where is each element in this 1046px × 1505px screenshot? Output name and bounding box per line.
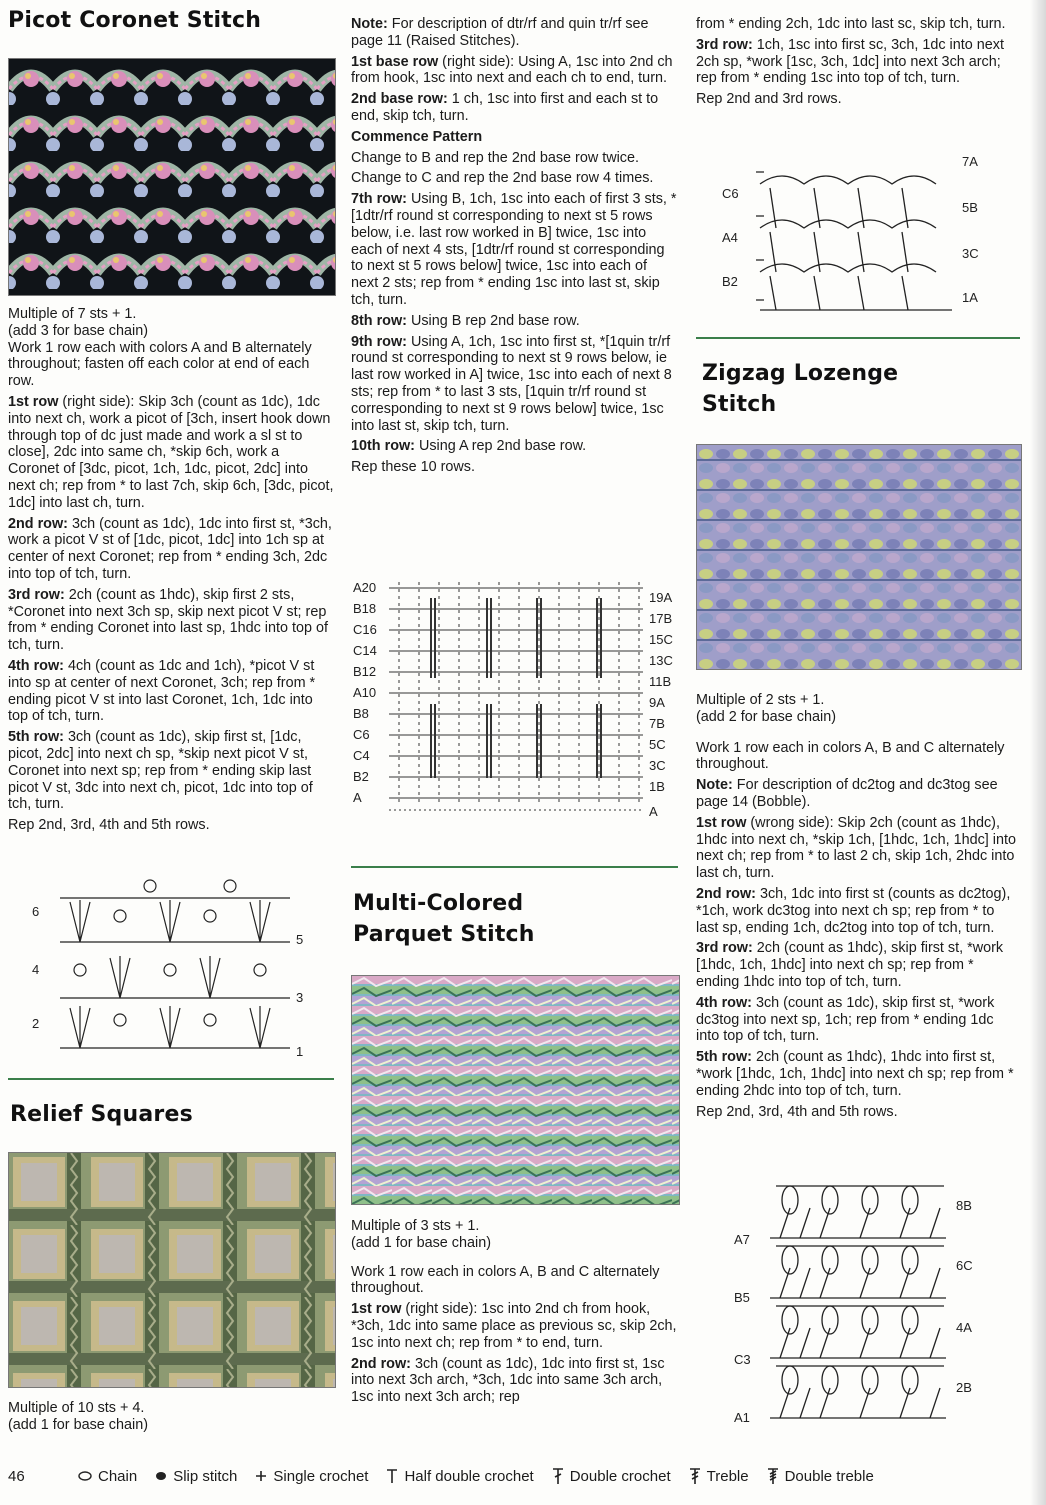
relief-base-row-2: 2nd base row: 1 ch, 1sc into first and each st to end, skip tch, turn. xyxy=(351,91,659,124)
zigzag-row-4: 4th row: 3ch (count as 1dc), skip first st, *work dc3tog into next sp, 1ch; rep from * ending 1dc into top of tch, turn. xyxy=(696,994,995,1045)
picot-multiple: Multiple of 7 sts + 1. xyxy=(8,306,137,322)
slip-stitch-symbol-icon xyxy=(155,1471,167,1481)
zigzag-row-3: 3rd row: 2ch (count as 1hdc), skip first st, *work [1hdc, 1ch, 1hdc] into next ch sp; rep from * ending 1hdc into top of tch, turn. xyxy=(696,940,1004,990)
svg-text:C14: C14 xyxy=(353,643,377,658)
relief-row-10: 10th row: Using A rep 2nd base row. xyxy=(351,438,587,455)
change-to-c: Change to C and rep the 2nd base row 4 times. xyxy=(351,170,654,187)
parquet-row-3: 3rd row: 1ch, 1sc into first sc, 3ch, 1dc into next 2ch sp, *work [1sc, 3ch, 1dc] into next 3ch arch; rep from * ending 1sc into top of tch, turn. xyxy=(696,36,1004,87)
svg-text:B18: B18 xyxy=(353,601,377,616)
parquet-row-1: 1st row (right side): 1sc into 2nd ch from hook, *3ch, 1dc into same place as previous sc, skip 2ch, 1sc into next ch; rep from * to end, turn. xyxy=(351,1301,677,1351)
relief-base: (add 1 for base chain) xyxy=(8,1416,148,1433)
picot-repeat: Rep 2nd, 3rd, 4th and 5th rows. xyxy=(8,817,210,834)
svg-text:1A: 1A xyxy=(962,290,978,305)
picot-row-1: 1st row (right side): Skip 3ch (count as 1dc), 1dc into next ch, work a picot of [3ch, insert hook down through top of dc just made and work a sl st to close], 2dc into same ch, *skip 6ch, work a Coronet of [3dc, picot, 1ch, 1dc, picot, 2dc] into next ch; rep from * to last 7ch, skip 6ch, [3dc, picot, 1dc] into last ch, turn. xyxy=(8,393,334,511)
zigzag-title xyxy=(702,358,1022,420)
parquet-title-line-2: Parquet Stitch xyxy=(353,922,535,947)
zigzag-text xyxy=(696,692,1020,1120)
svg-text:C6: C6 xyxy=(353,727,370,742)
section-divider-rule-2 xyxy=(351,866,678,868)
svg-text:4A: 4A xyxy=(956,1320,972,1335)
svg-text:7A: 7A xyxy=(962,154,978,169)
relief-repeat: Rep these 10 rows. xyxy=(351,459,475,476)
picot-base: (add 3 for base chain) xyxy=(8,322,148,339)
svg-text:1B: 1B xyxy=(649,779,665,794)
relief-squares-chart xyxy=(351,578,678,826)
svg-text:C3: C3 xyxy=(734,1352,751,1367)
zigzag-multiple: Multiple of 2 sts + 1. xyxy=(696,692,825,708)
svg-text:6C: 6C xyxy=(956,1258,973,1273)
legend-item-double-crochet: Double crochet xyxy=(552,1467,671,1485)
svg-text:C16: C16 xyxy=(353,622,377,637)
stitch-legend-footer xyxy=(8,1465,1038,1487)
svg-text:13C: 13C xyxy=(649,653,673,668)
svg-text:A10: A10 xyxy=(353,685,377,700)
zigzag-intro: Work 1 row each in colors A, B and C alternately throughout. xyxy=(696,739,1005,773)
parquet-swatch-photo xyxy=(351,975,680,1205)
treble-symbol-icon xyxy=(689,1467,701,1485)
single-crochet-symbol-icon xyxy=(255,1470,267,1482)
parquet-text xyxy=(351,1218,678,1406)
section-divider-rule-3 xyxy=(696,337,1020,339)
double-treble-symbol-icon xyxy=(767,1467,779,1485)
zigzag-swatch-photo xyxy=(696,444,1022,670)
parquet-multiple: Multiple of 3 sts + 1. xyxy=(351,1218,480,1234)
picot-diagram-row-3: 3 xyxy=(296,990,304,1005)
parquet-row-2: 2nd row: 3ch (count as 1dc), 1dc into first st, 1sc into next 3ch arch, *3ch, 1dc into same 3ch arch, 1sc into next 3ch arch; rep xyxy=(351,1355,665,1406)
svg-text:19A: 19A xyxy=(649,590,673,605)
svg-text:A: A xyxy=(353,790,362,805)
svg-text:B2: B2 xyxy=(722,274,738,289)
picot-row-2: 2nd row: 3ch (count as 1dc), 1dc into first st, *3ch, work a picot V st of [1dc, picot, 1dc] into 1ch sp at center of next Coronet; rep from * ending 3ch, 2dc into top of tch, turn. xyxy=(8,515,332,582)
svg-text:3C: 3C xyxy=(649,758,666,773)
picot-row-4: 4th row: 4ch (count as 1dc and 1ch), *picot V st into sp at center of next Coronet, 3ch; rep from * ending picot V st into last Coronet, 1ch, 1dc into top of tch, turn. xyxy=(8,657,316,725)
picot-coronet-text xyxy=(8,306,334,834)
commence-pattern-heading: Commence Pattern xyxy=(351,128,483,145)
parquet-title-line-1: Multi-Colored xyxy=(353,891,524,916)
svg-text:7B: 7B xyxy=(649,716,665,731)
svg-text:B5: B5 xyxy=(734,1290,750,1305)
svg-text:A4: A4 xyxy=(722,230,738,245)
half-double-crochet-symbol-icon xyxy=(386,1468,398,1484)
legend-item-slip-stitch: Slip stitch xyxy=(155,1468,237,1485)
svg-text:B2: B2 xyxy=(353,769,369,784)
zigzag-row-1: 1st row (wrong side): Skip 2ch (count as 1hdc), 1hdc into next ch, *skip 1ch, [1hdc, 1ch, 1hdc] into next ch; rep from * to last 2 ch, skip 1ch, 2hdc into last ch, turn. xyxy=(696,814,1016,882)
zigzag-row-5: 5th row: 2ch (count as 1hdc), 1hdc into first st, *work [1hdc, 1ch, 1hdc] into next ch sp; rep from * ending 2hdc into top of tch, turn. xyxy=(696,1049,1014,1099)
mid-note: Note: For description of dtr/rf and quin tr/rf see page 11 (Raised Stitches). xyxy=(351,16,649,49)
change-to-b: Change to B and rep the 2nd base row twice. xyxy=(351,149,639,166)
svg-text:A: A xyxy=(649,804,658,819)
zigzag-note: Note: For description of dc2tog and dc3tog see page 14 (Bobble). xyxy=(696,777,998,810)
svg-text:B8: B8 xyxy=(353,706,369,721)
svg-text:11B: 11B xyxy=(649,674,672,689)
picot-coronet-swatch-photo xyxy=(8,58,336,296)
legend-item-treble: Treble xyxy=(689,1467,749,1485)
legend-item-double-treble: Double treble xyxy=(767,1467,874,1485)
picot-diagram-row-4: 4 xyxy=(32,962,40,977)
chain-symbol-icon xyxy=(78,1471,92,1481)
svg-text:A20: A20 xyxy=(353,580,377,595)
relief-squares-swatch-photo xyxy=(8,1152,336,1388)
parquet-diagram xyxy=(716,150,996,320)
relief-row-7: 7th row: Using B, 1ch, 1sc into each of first 3 sts, *[1dtr/rf round st corresponding to next st 5 rows below, i.e. last row worked in B] twice, 1sc into each of next 4 sts, [1dtr/rf round st corresponding to next st 5 rows below] twice, 1sc into each of next 2 sts; rep from * ending 1sc into last st, skip tch, turn. xyxy=(351,191,677,308)
picot-diagram-row-2: 2 xyxy=(32,1016,40,1031)
legend-item-half-double-crochet: Half double crochet xyxy=(386,1468,533,1485)
picot-intro: Work 1 row each with colors A and B alternately throughout; fasten off each color at end of each row. xyxy=(8,339,312,390)
relief-row-9: 9th row: Using A, 1ch, 1sc into first st, *[1quin tr/rf round st corresponding to next st 9 rows below, ie last row worked in A] twice, 1sc into each of next 8 sts; rep from * to last 3 sts, [1quin tr/rf round st corresponding to next st 9 rows below] twice, 1sc into last st, skip tch, turn. xyxy=(351,333,672,434)
section-divider-rule xyxy=(8,1078,334,1080)
svg-text:15C: 15C xyxy=(649,632,673,647)
relief-multiple: Multiple of 10 sts + 4. xyxy=(8,1400,145,1416)
svg-text:8B: 8B xyxy=(956,1198,972,1213)
picot-diagram-row-5: 5 xyxy=(296,932,304,947)
picot-diagram-row-6: 6 xyxy=(32,904,40,919)
page-number: 46 xyxy=(8,1467,25,1485)
parquet-repeat: Rep 2nd and 3rd rows. xyxy=(696,91,842,108)
parquet-continued-text xyxy=(696,16,1020,108)
svg-text:2B: 2B xyxy=(956,1380,972,1395)
parquet-row-2-cont: from * ending 2ch, 1dc into last sc, skip tch, turn. xyxy=(696,16,1006,32)
relief-squares-instructions xyxy=(351,16,678,476)
zigzag-repeat: Rep 2nd, 3rd, 4th and 5th rows. xyxy=(696,1103,898,1120)
relief-squares-text xyxy=(8,1400,334,1434)
zigzag-base: (add 2 for base chain) xyxy=(696,708,836,725)
svg-text:17B: 17B xyxy=(649,611,673,626)
zigzag-diagram xyxy=(730,1176,1000,1426)
svg-text:C6: C6 xyxy=(722,186,739,201)
svg-text:3C: 3C xyxy=(962,246,979,261)
double-crochet-symbol-icon xyxy=(552,1467,564,1485)
legend-item-single-crochet: Single crochet xyxy=(255,1468,368,1485)
svg-text:5B: 5B xyxy=(962,200,978,215)
svg-text:A1: A1 xyxy=(734,1410,750,1425)
relief-squares-title: Relief Squares xyxy=(10,1102,193,1127)
picot-row-3: 3rd row: 2ch (count as 1hdc), skip first 2 sts, *Coronet into next 3ch sp, skip next picot V st; rep from * ending Coronet into last sp, 1hdc into top of tch, turn. xyxy=(8,586,328,654)
zigzag-title-line-1: Zigzag Lozenge xyxy=(702,361,899,386)
picot-coronet-title: Picot Coronet Stitch xyxy=(8,8,262,33)
picot-row-5: 5th row: 3ch (count as 1dc), skip first st, [1dc, picot, 2dc] into next ch sp, *skip next picot V st, Coronet into next sp; rep from * ending skip last picot V st, 3dc into next ch, picot, 1dc into top of tch, turn. xyxy=(8,729,313,813)
svg-text:A7: A7 xyxy=(734,1232,750,1247)
svg-text:B12: B12 xyxy=(353,664,377,679)
zigzag-row-2: 2nd row: 3ch, 1dc into first st (counts as dc2tog), *1ch, work dc3tog into next ch sp; rep from * to last sp, ending 1ch, dc2tog into top of tch, turn. xyxy=(696,885,1011,936)
svg-text:5C: 5C xyxy=(649,737,666,752)
relief-row-8: 8th row: Using B rep 2nd base row. xyxy=(351,312,580,329)
picot-diagram-row-1: 1 xyxy=(296,1044,304,1059)
parquet-title xyxy=(353,888,680,950)
svg-text:C4: C4 xyxy=(353,748,370,763)
svg-text:9A: 9A xyxy=(649,695,665,710)
relief-base-row-1: 1st base row (right side): Using A, 1sc into 2nd ch from hook, 1sc into next and each ch to end, turn. xyxy=(351,53,673,87)
page-binding-edge xyxy=(1030,0,1046,1505)
parquet-intro: Work 1 row each in colors A, B and C alternately throughout. xyxy=(351,1263,660,1297)
parquet-base: (add 1 for base chain) xyxy=(351,1234,491,1251)
legend-item-chain: Chain xyxy=(78,1468,137,1485)
zigzag-title-line-2: Stitch xyxy=(702,392,777,417)
picot-coronet-diagram xyxy=(20,878,320,1064)
